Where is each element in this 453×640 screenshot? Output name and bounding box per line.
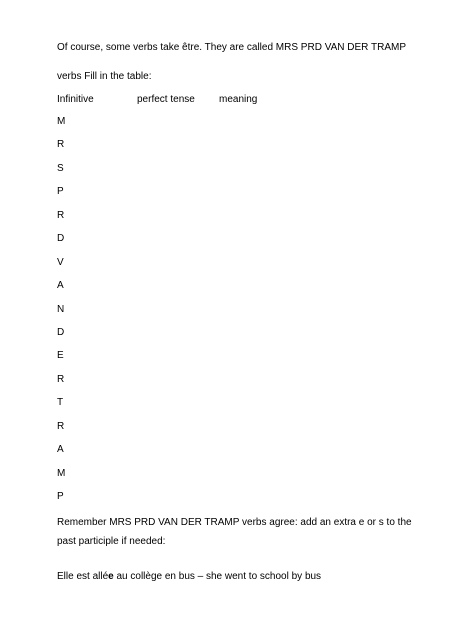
header-infinitive: Infinitive: [57, 94, 94, 105]
example-before: Elle est allé: [57, 571, 109, 582]
list-item: V: [57, 257, 64, 268]
list-item: A: [57, 280, 64, 291]
list-item: D: [57, 327, 65, 338]
list-item: R: [57, 421, 65, 432]
list-item: E: [57, 350, 64, 361]
reminder-line-2: past participle if needed:: [57, 536, 166, 547]
header-meaning: meaning: [219, 94, 258, 105]
example-sentence: [57, 571, 321, 583]
list-item: S: [57, 163, 64, 174]
list-item: P: [57, 491, 64, 502]
table-header: [0, 94, 453, 106]
list-item: R: [57, 210, 65, 221]
list-item: T: [57, 397, 64, 408]
list-item: R: [57, 374, 65, 385]
list-item: M: [57, 116, 66, 127]
intro-line-2: verbs Fill in the table:: [57, 71, 152, 82]
example-after: au collège en bus – she went to school by bus: [113, 571, 322, 582]
list-item: R: [57, 139, 65, 150]
list-item: N: [57, 304, 65, 315]
intro-line-1: Of course, some verbs take être. They are called MRS PRD VAN DER TRAMP: [57, 42, 407, 53]
list-item: M: [57, 468, 66, 479]
list-item: D: [57, 233, 65, 244]
list-item: P: [57, 186, 64, 197]
example-bold-letter: e: [108, 571, 114, 582]
reminder-line-1: Remember MRS PRD VAN DER TRAMP verbs agree: add an extra e or s to the: [57, 517, 412, 528]
header-perfect-tense: perfect tense: [137, 94, 195, 105]
list-item: A: [57, 444, 64, 455]
